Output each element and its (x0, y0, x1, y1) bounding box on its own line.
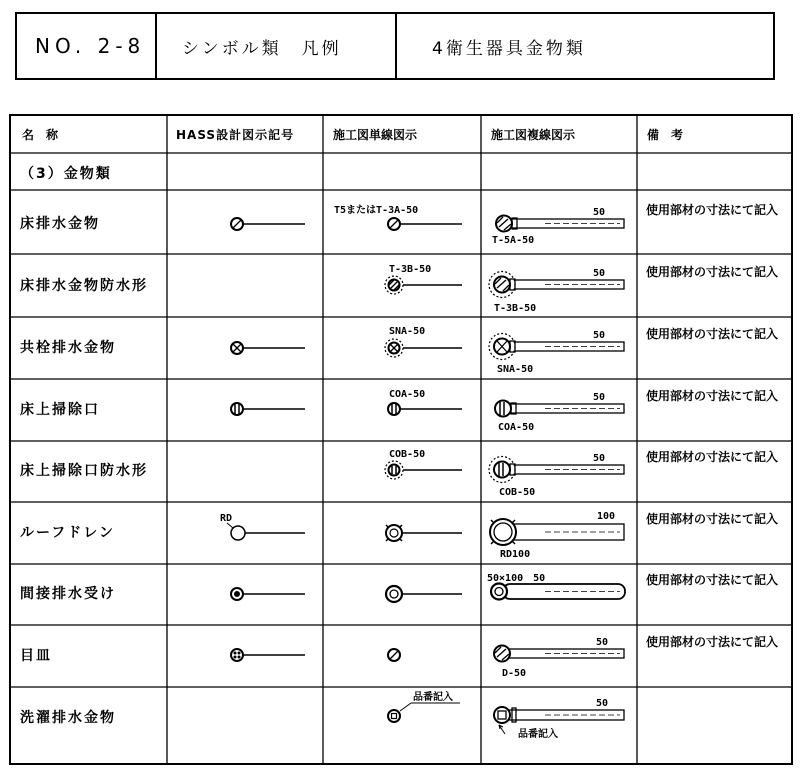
double-code-label: RD100 (500, 549, 531, 560)
double-size-label: 50 (593, 268, 606, 279)
remark-text: 使用部材の寸法にて記入 (646, 327, 779, 341)
double-code-label: T-3B-50 (494, 303, 537, 314)
double-cleanout-symbol (495, 392, 624, 433)
double-roof-drain-symbol (490, 511, 624, 560)
remark-text: 使用部材の寸法にて記入 (646, 203, 779, 217)
remark-text: 使用部材の寸法にて記入 (646, 635, 779, 649)
double-size-label: 50 (596, 637, 609, 648)
hass-indirect-drain-symbol (231, 588, 305, 600)
double-code-label: D-50 (502, 668, 527, 679)
single-roof-drain-symbol (386, 525, 462, 541)
drawing-category: シンボル類 凡例 (157, 14, 397, 78)
double-washer-drain-symbol (494, 698, 624, 740)
single-label: COA-50 (389, 389, 426, 400)
single-washer-drain-symbol (388, 690, 460, 722)
double-code-label: T-5A-50 (492, 235, 535, 246)
drawing-subtitle: 4衛生器具金物類 (432, 38, 586, 59)
header-name: 名 称 (22, 128, 59, 142)
double-size-label: 50 (593, 392, 606, 403)
remark-text: 使用部材の寸法にて記入 (646, 450, 779, 464)
double-strainer-symbol (494, 637, 624, 679)
item-name: 床排水金物 (20, 216, 100, 232)
hass-floor-drain-symbol (231, 218, 305, 230)
double-code-label: 品番記入 (518, 729, 558, 740)
double-floor-drain-waterproof-symbol (489, 268, 624, 314)
single-floor-drain-symbol (334, 204, 462, 230)
remark-text: 使用部材の寸法にて記入 (646, 512, 779, 526)
single-plug-drain-symbol (385, 326, 462, 357)
single-label: T-3B-50 (389, 264, 432, 275)
hass-plug-drain-symbol (231, 342, 305, 354)
remark-text: 使用部材の寸法にて記入 (646, 389, 779, 403)
item-name: 床排水金物防水形 (20, 278, 148, 294)
remark-text: 使用部材の寸法にて記入 (646, 265, 779, 279)
double-plug-drain-symbol (489, 330, 624, 375)
single-label: T5またはT-3A-50 (334, 205, 419, 216)
double-code-label: SNA-50 (497, 364, 534, 375)
double-cleanout-waterproof-symbol (489, 453, 624, 498)
header-single-line: 施工図単線図示 (333, 128, 418, 142)
item-name: ルーフドレン (20, 525, 115, 541)
item-name: 洗濯排水金物 (20, 710, 116, 726)
double-size-label: 50 (593, 453, 606, 464)
single-floor-drain-waterproof-symbol (385, 264, 462, 294)
double-code-label: COA-50 (498, 422, 535, 433)
single-label: SNA-50 (389, 326, 426, 337)
single-strainer-symbol (388, 649, 400, 661)
hass-strainer-symbol (231, 649, 305, 661)
double-size-label: 50 (596, 698, 609, 709)
hass-cleanout-symbol (231, 403, 305, 415)
header-double-line: 施工図複線図示 (491, 128, 576, 142)
hass-roof-drain-symbol (220, 513, 305, 540)
double-size-label: 100 (597, 511, 616, 522)
hass-rd-label: RD (220, 513, 233, 524)
single-indirect-drain-symbol (386, 586, 462, 602)
header-remarks: 備 考 (647, 128, 684, 142)
single-label: COB-50 (389, 449, 426, 460)
drawing-number: NO. 2-8 (17, 14, 157, 78)
double-indirect-drain-symbol (487, 573, 625, 600)
double-size-label: 50 (593, 330, 606, 341)
item-name: 目皿 (20, 648, 52, 664)
single-label: 品番記入 (413, 692, 453, 703)
double-size-label: 50 (593, 207, 606, 218)
remark-text: 使用部材の寸法にて記入 (646, 573, 779, 587)
single-cleanout-symbol (388, 389, 462, 415)
item-name: 間接排水受け (20, 586, 116, 602)
item-name: 床上掃除口 (20, 402, 100, 418)
double-code-label: COB-50 (499, 487, 536, 498)
section-label: （3）金物類 (20, 166, 112, 182)
item-name: 共栓排水金物 (20, 340, 116, 356)
double-floor-drain-symbol (492, 207, 624, 246)
single-cleanout-waterproof-symbol (385, 449, 462, 479)
header-hass: HASS設計図示記号 (176, 128, 295, 142)
item-name: 床上掃除口防水形 (20, 463, 148, 479)
double-size-label: 50×100 50 (487, 573, 546, 584)
